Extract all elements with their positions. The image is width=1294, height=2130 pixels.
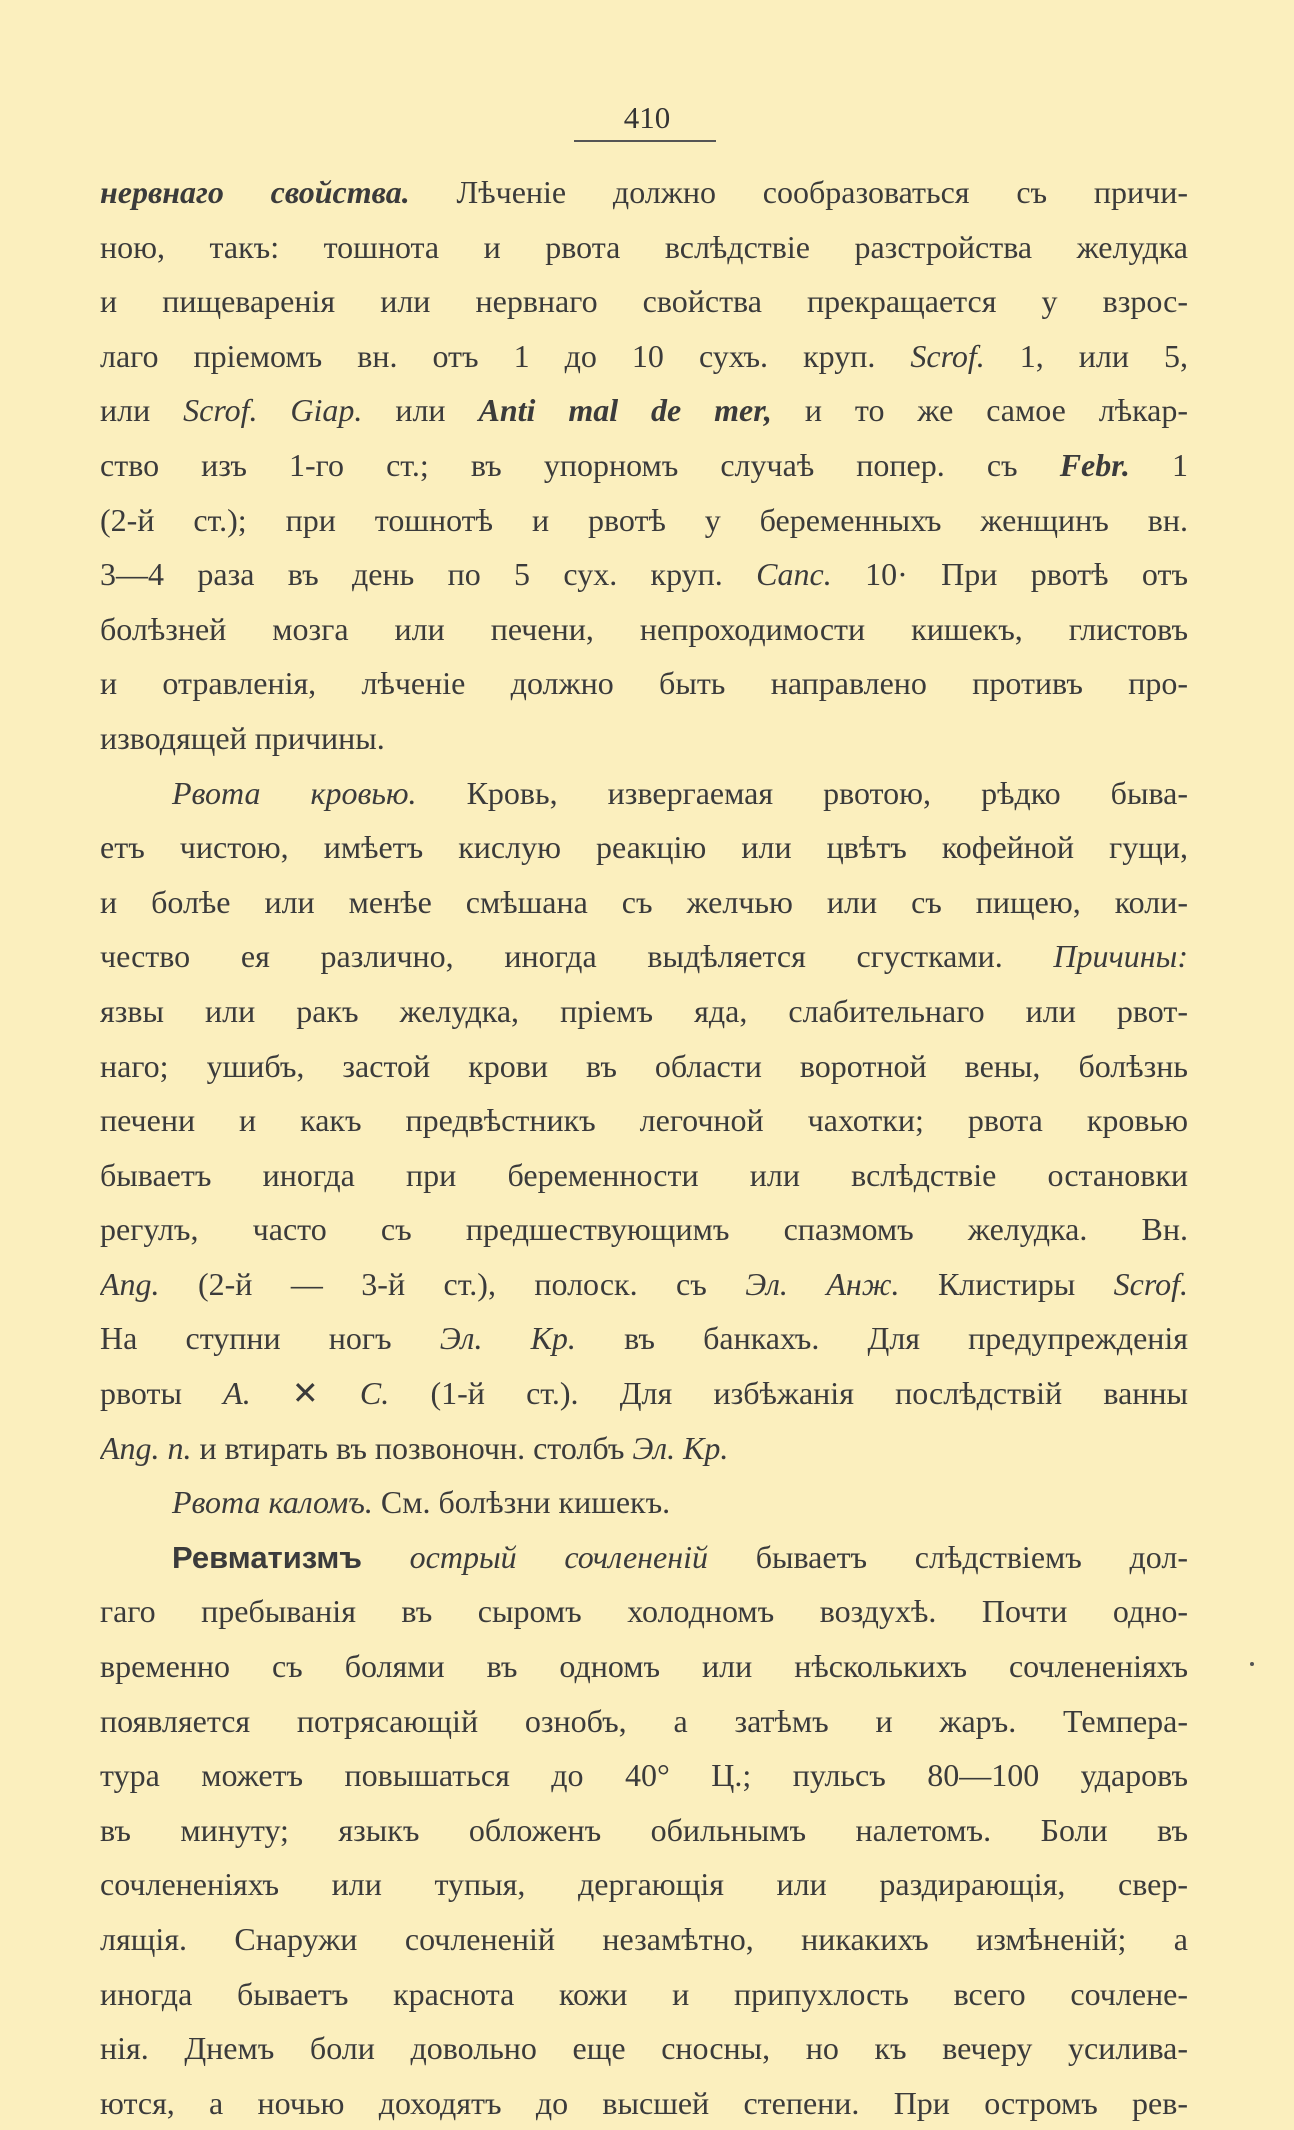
text-segment: Ang. [100, 1265, 160, 1302]
header-rule [574, 140, 716, 142]
text-segment: Anti mal de mer, [478, 392, 772, 429]
text-segment: сочлененіяхъ или тупыя, дергающія или раздирающія, свер- [100, 1866, 1188, 1903]
text-segment: (1-й ст.). Для избѣжанія послѣдствій ванны [389, 1375, 1188, 1412]
text-line [100, 274, 1188, 329]
text-segment: Кровь, извергаемая рвотою, рѣдко быва- [416, 774, 1188, 811]
text-segment: чество ея различно, иногда выдѣляется сгустками. [100, 938, 1054, 975]
text-line [100, 929, 1188, 984]
text-line [100, 1202, 1188, 1257]
text-segment: лящія. Снаружи сочлененій незамѣтно, никакихъ измѣненій; а [100, 1921, 1188, 1957]
text-segment: Febr. [1059, 446, 1130, 483]
text-segment: Эл. Анж. [745, 1265, 900, 1302]
text-line [100, 1803, 1188, 1858]
text-segment: (2-й ст.); при тошнотѣ и рвотѣ у беременныхъ женщинъ вн. [100, 501, 1188, 538]
text-segment: A. [223, 1375, 251, 1412]
text-segment: нія. Днемъ боли довольно еще сносны, но къ вечеру усилива- [100, 2030, 1188, 2067]
text-line [100, 1639, 1188, 1694]
page-number: 410 [623, 100, 671, 135]
text-line [100, 165, 1188, 220]
text-segment: 1, или 5, [984, 337, 1188, 374]
text-segment: иногда бываетъ краснота кожи и припухлость всего сочлене- [100, 1975, 1188, 2012]
text-line [100, 1257, 1188, 1312]
text-segment: рвоты [100, 1375, 224, 1412]
text-line [100, 1421, 1188, 1476]
text-segment: острый сочлененій [409, 1538, 708, 1575]
text-line [100, 1967, 1188, 2022]
text-line [100, 2076, 1188, 2130]
text-segment: 10· При рвотѣ отъ [831, 556, 1188, 593]
text-line [100, 220, 1188, 275]
text-segment: Причины: [1053, 938, 1188, 975]
text-segment: изводящей причины. [100, 719, 385, 756]
text-segment: ною, такъ: тошнота и рвота вслѣдствіе разстройства желудка [100, 228, 1188, 265]
text-segment: въ банкахъ. Для предупрежденія [575, 1320, 1188, 1357]
text-line [100, 438, 1188, 493]
text-segment: и втирать въ позвоночн. столбъ [191, 1429, 633, 1466]
text-segment: и отравленія, лѣченіе должно быть направлено противъ про- [100, 665, 1188, 702]
text-segment [362, 1539, 410, 1575]
text-segment: ются, а ночью доходятъ до высшей степени. При остромъ рев- [100, 2084, 1188, 2121]
body-text [100, 165, 1188, 2130]
text-segment: или [100, 392, 184, 429]
text-line [100, 1039, 1188, 1094]
margin-dot [1250, 1662, 1254, 1666]
text-line [100, 1857, 1188, 1912]
text-segment: См. болѣзни кишекъ. [372, 1484, 671, 1521]
text-segment: Клистиры [899, 1265, 1114, 1302]
text-segment: нервнаго свойства. [100, 174, 410, 210]
text-line [100, 1148, 1188, 1203]
text-segment: язвы или ракъ желудка, пріемъ яда, слабительнаго или рвот- [100, 992, 1188, 1029]
text-segment: Canc. [756, 556, 832, 593]
text-segment: C. [359, 1375, 390, 1412]
text-line [100, 383, 1188, 438]
text-segment: появляется потрясающій ознобъ, а затѣмъ и жаръ. Темпера- [100, 1702, 1188, 1739]
text-line [100, 1311, 1188, 1366]
text-line [100, 1748, 1188, 1803]
text-segment: 1 [1129, 446, 1188, 483]
text-line [100, 820, 1188, 875]
text-segment: наго; ушибъ, застой крови въ области воротной вены, болѣзнь [100, 1047, 1188, 1084]
text-segment: Ревматизмъ [172, 1539, 362, 1575]
text-segment: Эл. Кр. [439, 1320, 576, 1357]
text-line [100, 1584, 1188, 1639]
text-segment: 3—4 раза въ день по 5 сух. круп. [100, 556, 757, 593]
text-segment: Рвота каломъ. [172, 1484, 373, 1521]
text-segment: Эл. Кр. [632, 1429, 729, 1466]
text-segment: печени и какъ предвѣстникъ легочной чахотки; рвота кровью [100, 1102, 1188, 1139]
text-segment: регулъ, часто съ предшествующимъ спазмомъ желудка. Вн. [100, 1211, 1188, 1248]
text-line [100, 711, 1188, 766]
text-line [100, 1475, 1188, 1530]
text-segment: етъ чистою, имѣетъ кислую реакцію или цвѣтъ кофейной гущи, [100, 829, 1188, 866]
text-line [100, 766, 1188, 821]
text-line [100, 602, 1188, 657]
text-segment: ✕ [250, 1375, 360, 1412]
text-segment: и болѣе или менѣе смѣшана съ желчью или съ пищею, коли- [100, 883, 1188, 920]
text-segment: или [362, 392, 479, 429]
text-line [100, 1694, 1188, 1749]
text-segment: и пищеваренія или нервнаго свойства прекращается у взрос- [100, 283, 1188, 320]
text-line [100, 984, 1188, 1039]
text-segment: гаго пребыванія въ сыромъ холодномъ воздухѣ. Почти одно- [100, 1593, 1188, 1630]
text-line [100, 547, 1188, 602]
text-segment: болѣзней мозга или печени, непроходимости кишекъ, глистовъ [100, 610, 1188, 647]
text-segment: Scrof. Giap. [183, 392, 363, 429]
text-line [100, 1366, 1188, 1421]
text-line [100, 1530, 1188, 1585]
text-segment: бываетъ слѣдствіемъ дол- [708, 1538, 1188, 1575]
text-line [100, 329, 1188, 384]
text-segment: Scrof. [1113, 1265, 1188, 1302]
text-segment: Рвота кровью. [172, 774, 417, 811]
text-segment: Лѣченіе должно сообразоваться съ причи- [409, 174, 1188, 210]
text-segment: лаго пріемомъ вн. отъ 1 до 10 сухъ. круп. [100, 337, 911, 374]
text-line [100, 656, 1188, 711]
text-line [100, 875, 1188, 930]
text-segment: Ang. n. [100, 1429, 192, 1466]
text-segment: и то же самое лѣкар- [771, 392, 1188, 429]
text-segment: Scrof. [910, 337, 985, 374]
text-line [100, 1912, 1188, 1967]
text-segment: временно съ болями въ одномъ или нѣсколькихъ сочлененіяхъ [100, 1648, 1188, 1685]
text-line [100, 493, 1188, 548]
text-segment: тура можетъ повышаться до 40° Ц.; пульсъ 80—100 ударовъ [100, 1757, 1188, 1794]
text-segment: ство изъ 1-го ст.; въ упорномъ случаѣ попер. съ [100, 446, 1060, 483]
text-line [100, 1093, 1188, 1148]
text-segment: бываетъ иногда при беременности или вслѣдствіе остановки [100, 1156, 1188, 1193]
text-segment: На ступни ногъ [100, 1320, 440, 1357]
text-segment: въ минуту; языкъ обложенъ обильнымъ налетомъ. Боли въ [100, 1811, 1188, 1848]
text-segment: (2-й — 3-й ст.), полоск. съ [159, 1265, 746, 1302]
text-line [100, 2021, 1188, 2076]
